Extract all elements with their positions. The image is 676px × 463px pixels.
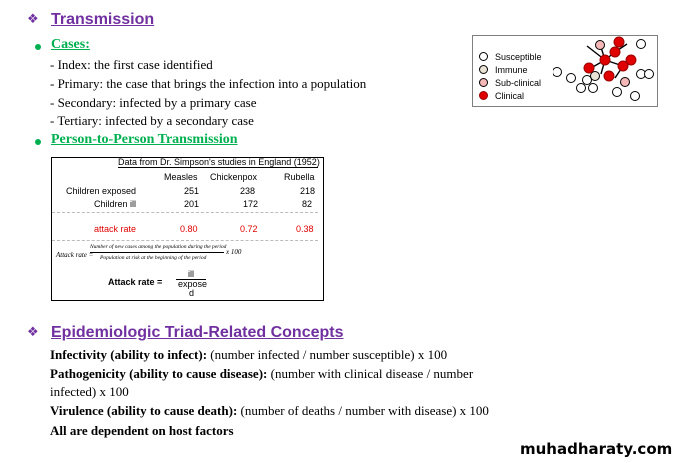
table-cell: 172: [243, 199, 259, 209]
bullet-icon: [35, 139, 41, 145]
table-cell: 238: [240, 186, 256, 196]
virulence-line: [50, 403, 489, 419]
pathogenicity-line: [50, 366, 473, 382]
legend-label-immune: Immune: [495, 65, 528, 75]
table-cell: 251: [184, 186, 200, 196]
row-label-ill: Children ill: [94, 199, 137, 209]
susceptible-dot-icon: [479, 52, 488, 61]
table-cell: 0.38: [296, 224, 314, 234]
case-item-primary: - Primary: the case that brings the infection into a population: [50, 76, 367, 91]
virulence-term: Virulence (ability to cause death):: [50, 403, 238, 418]
subclinical-dot-icon: [479, 78, 488, 87]
table-cell: 82: [302, 199, 313, 209]
clinical-dot-icon: [479, 91, 488, 100]
table-cell: 201: [184, 199, 200, 209]
formula-numerator: Number of new cases among the population during the period: [90, 244, 227, 250]
column-header-rubella: Rubella: [284, 172, 315, 182]
cases-heading: Cases:: [51, 37, 90, 52]
case-item-index: - Index: the first case identified: [50, 57, 213, 72]
virulence-definition: (number of deaths / number with disease) x 100: [237, 403, 489, 418]
watermark: muhadharaty.com: [520, 440, 673, 458]
p2p-heading: Person-to-Person Transmission: [51, 132, 238, 147]
case-item-secondary: - Secondary: infected by a primary case: [50, 95, 257, 110]
column-header-chickenpox: Chickenpox: [210, 172, 258, 182]
immune-dot-icon: [479, 65, 488, 74]
pathogenicity-definition-cont: infected) x 100: [50, 384, 129, 399]
table-caption: Data from Dr. Simpson's studies in England (1952): [118, 157, 320, 167]
formula-denominator: Population at risk at the beginning of the period: [100, 255, 207, 261]
simple-formula-denominator-end: d: [189, 288, 195, 298]
infectivity-term: Infectivity (ability to infect):: [50, 347, 208, 362]
table-cell: 0.72: [240, 224, 258, 234]
formula-lhs: Attack rate =: [56, 251, 94, 259]
section-title-triad: Epidemiologic Triad-Related Concepts: [51, 324, 344, 341]
table-cell: 218: [300, 186, 316, 196]
simple-formula-denominator: expose: [178, 279, 208, 289]
host-factors-note: All are dependent on host factors: [50, 423, 234, 438]
transmission-legend-diagram: [472, 35, 658, 107]
table-cell: 0.80: [180, 224, 198, 234]
infectivity-definition: (number infected / number susceptible) x 100: [207, 347, 448, 362]
row-label-exposed: Children exposed: [66, 186, 137, 196]
legend-label-clinical: Clinical: [495, 91, 525, 101]
legend-label-susceptible: Susceptible: [495, 52, 542, 62]
diamond-bullet-icon: ❖: [27, 12, 39, 27]
row-label-attack-rate: attack rate: [94, 224, 137, 234]
diamond-bullet-icon: ❖: [27, 325, 39, 340]
bullet-icon: [35, 44, 41, 50]
legend-label-subclinical: Sub-clinical: [495, 78, 542, 88]
formula-multiplier: x 100: [226, 248, 242, 256]
column-header-measles: Measles: [164, 172, 198, 182]
pathogenicity-definition: (number with clinical disease / number: [267, 366, 474, 381]
transmission-network-icon: [553, 36, 657, 106]
attack-rate-table-figure: [51, 157, 324, 301]
case-item-tertiary: - Tertiary: infected by a secondary case: [50, 113, 254, 128]
pathogenicity-term: Pathogenicity (ability to cause disease):: [50, 366, 268, 381]
simple-formula-lhs: Attack rate =: [108, 277, 163, 287]
simple-formula-numerator: ill: [188, 269, 194, 279]
infectivity-line: [50, 347, 447, 363]
section-title-transmission: Transmission: [51, 11, 155, 28]
